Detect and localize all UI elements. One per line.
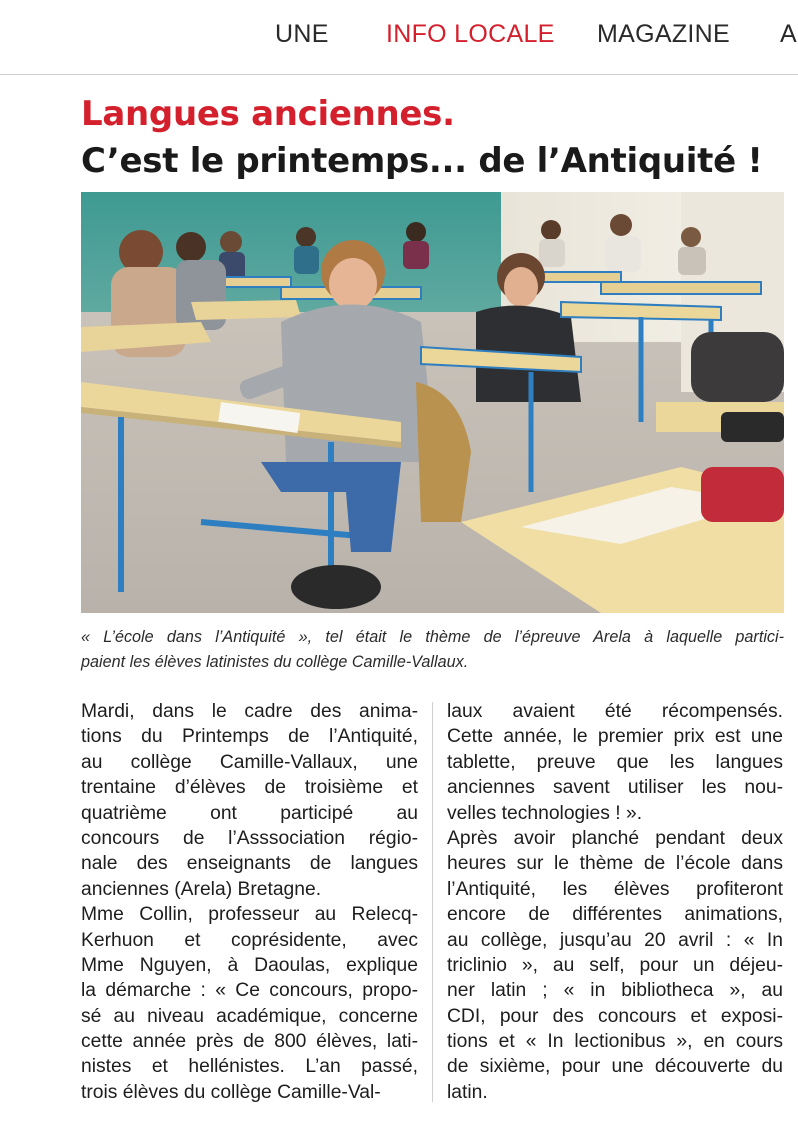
article-kicker: Langues anciennes. <box>81 94 455 134</box>
body-text-line: sé au niveau académique, concerne <box>81 1005 418 1027</box>
body-text-line: nale des enseignants de langues <box>81 853 418 875</box>
photo-caption <box>81 625 784 675</box>
body-text-line: quatrième ont participé au <box>81 802 418 824</box>
column-divider <box>432 702 433 1102</box>
body-text-line: velles technologies ! ». <box>447 802 643 824</box>
nav-tab-truncated[interactable]: A <box>780 20 797 48</box>
body-text-line: heures sur le thème de l’école dans <box>447 853 783 875</box>
caption-line: paient les élèves latinistes du collège Camille-Vallaux. <box>81 653 469 671</box>
body-text-line: anciennes (Arela) Bretagne. <box>81 878 322 900</box>
body-text-line: CDI, pour des concours et exposi- <box>447 1005 783 1027</box>
body-text-line: au collège, jusqu’au 20 avril : « In <box>447 929 783 951</box>
body-text-line: de sixième, pour une découverte du <box>447 1056 783 1078</box>
body-text-line: tions du Printemps de l’Antiquité, <box>81 726 418 748</box>
body-text-line: au collège Camille-Vallaux, une <box>81 751 418 773</box>
body-text-line: concours de l’Asssociation régio- <box>81 827 418 849</box>
body-text-line: la démarche : « Ce concours, propo- <box>81 980 418 1002</box>
body-text-line: Kerhuon et coprésidente, avec <box>81 929 418 951</box>
body-text-line: Mardi, dans le cadre des anima- <box>81 701 418 722</box>
nav-tab-magazine[interactable]: MAGAZINE <box>597 20 730 48</box>
body-text-line: tions et « In lectionibus », en cours <box>447 1031 783 1053</box>
body-text-line: trois élèves du collège Camille-Val- <box>81 1081 381 1103</box>
body-text-line: trentaine d’élèves de troisième et <box>81 777 418 799</box>
body-text-line: tablette, preuve que les langues <box>447 751 783 773</box>
body-text-line: Cette année, le premier prix est une <box>447 726 783 748</box>
article-photo <box>81 192 784 613</box>
body-text-line: encore de différentes animations, <box>447 904 783 926</box>
body-text-line: anciennes savent utiliser les nou- <box>447 777 783 799</box>
body-text-line: latin. <box>447 1081 488 1103</box>
top-navigation <box>0 0 798 75</box>
body-text-line: ner latin ; « in bibliotheca », au <box>447 980 783 1002</box>
nav-tab-info-locale[interactable]: INFO LOCALE <box>386 20 555 48</box>
body-text-line: nistes et hellénistes. L’an passé, <box>81 1056 418 1078</box>
body-text-line: cette année près de 800 élèves, lati- <box>81 1031 418 1053</box>
nav-tab-une[interactable]: UNE <box>275 20 329 48</box>
article-body-right-column <box>447 699 783 1105</box>
article-title: C’est le printemps... de l’Antiquité ! <box>81 141 763 181</box>
article-body-left-column <box>81 699 418 1105</box>
body-text-line: triclinio », au self, pour un déjeu- <box>447 954 783 976</box>
body-text-line: Mme Collin, professeur au Relecq- <box>81 904 418 926</box>
body-text-line: laux avaient été récompensés. <box>447 701 783 722</box>
caption-line: « L’école dans l’Antiquité », tel était le thème de l’épreuve Arela à laquelle partici- <box>81 628 784 646</box>
body-text-line: Après avoir planché pendant deux <box>447 827 783 849</box>
body-text-line: Mme Nguyen, à Daoulas, explique <box>81 954 418 976</box>
body-text-line: l’Antiquité, les élèves profiteront <box>447 878 783 900</box>
